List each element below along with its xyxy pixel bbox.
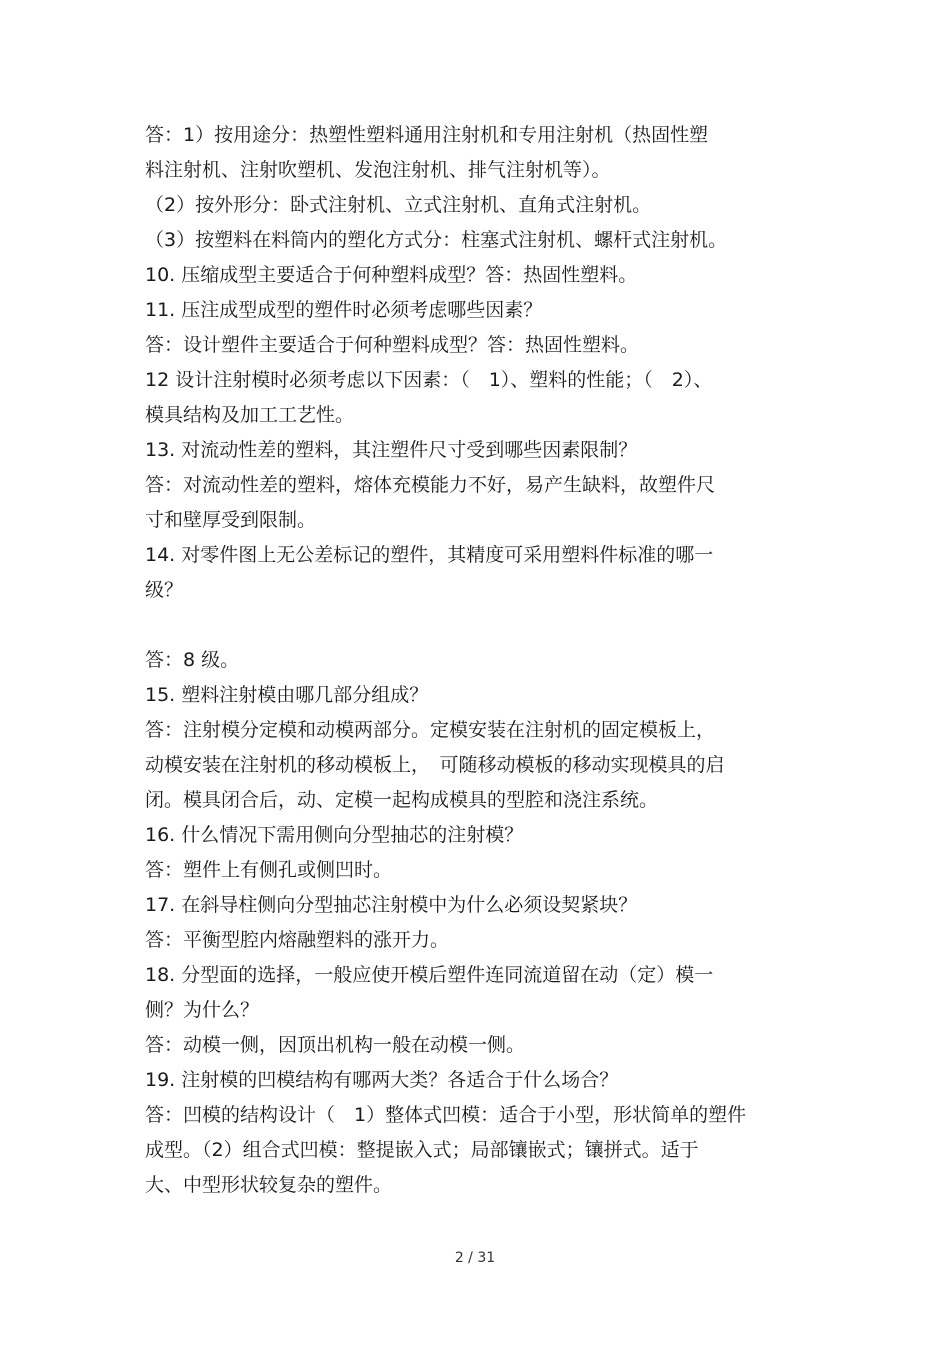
text-line: 17. 在斜导柱侧向分型抽芯注射模中为什么必须设契紧块？ (145, 894, 638, 916)
text-line: 料注射机、注射吹塑机、发泡注射机、排气注射机等）。 (145, 159, 611, 181)
text-line: 答：对流动性差的塑料，熔体充模能力不好，易产生缺料，故塑件尺 (145, 474, 716, 496)
text-line: 级？ (145, 579, 184, 601)
text-line: 11. 压注成型成型的塑件时必须考虑哪些因素？ (145, 299, 543, 321)
text-line: 答：动模一侧，因顶出机构一般在动模一侧。 (145, 1034, 526, 1056)
text-line: 寸和壁厚受到限制。 (145, 509, 317, 531)
page-body (145, 118, 805, 1203)
text-line: 侧？为什么？ (145, 999, 260, 1021)
text-line: 15. 塑料注射模由哪几部分组成？ (145, 684, 429, 706)
text-line: （3）按塑料在料筒内的塑化方式分：柱塞式注射机、螺杆式注射机。 (145, 229, 728, 251)
text-line: 12 设计注射模时必须考虑以下因素：（ 1）、塑料的性能；（ 2）、 (145, 369, 713, 391)
page-number: 2 / 31 (454, 1250, 496, 1266)
text-line: 答：1）按用途分：热塑性塑料通用注射机和专用注射机（热固性塑 (145, 124, 709, 146)
text-line: 答：设计塑件主要适合于何种塑料成型？答：热固性塑料。 (145, 334, 640, 356)
text-line: 答：注射模分定模和动模两部分。定模安装在注射机的固定模板上， (145, 719, 716, 741)
text-line: （2）按外形分：卧式注射机、立式注射机、直角式注射机。 (145, 194, 652, 216)
text-line: 10. 压缩成型主要适合于何种塑料成型？答：热固性塑料。 (145, 264, 638, 286)
text-line: 模具结构及加工工艺性。 (145, 404, 355, 426)
text-line: 18. 分型面的选择，一般应使开模后塑件连同流道留在动（定）模一 (145, 964, 714, 986)
text-line: 答：凹模的结构设计（ 1）整体式凹模：适合于小型，形状简单的塑件 (145, 1104, 747, 1126)
text-line: 13. 对流动性差的塑料，其注塑件尺寸受到哪些因素限制？ (145, 439, 638, 461)
text-line: 19. 注射模的凹模结构有哪两大类？各适合于什么场合？ (145, 1069, 619, 1091)
text-line: 成型。（2）组合式凹模：整提嵌入式；局部镶嵌式；镶拼式。适于 (145, 1139, 699, 1161)
text-line: 14. 对零件图上无公差标记的塑件，其精度可采用塑料件标准的哪一 (145, 544, 714, 566)
text-line: 大、中型形状较复杂的塑件。 (145, 1174, 393, 1196)
text-line: 动模安装在注射机的移动模板上， 可随移动模板的移动实现模具的启 (145, 754, 725, 776)
text-line: 闭。模具闭合后，动、定模一起构成模具的型腔和浇注系统。 (145, 789, 659, 811)
text-line: 答：平衡型腔内熔融塑料的涨开力。 (145, 929, 450, 951)
text-line: 答：8 级。 (145, 649, 240, 671)
text-line: 答：塑件上有侧孔或侧凹时。 (145, 859, 393, 881)
text-line: 16. 什么情况下需用侧向分型抽芯的注射模？ (145, 824, 524, 846)
